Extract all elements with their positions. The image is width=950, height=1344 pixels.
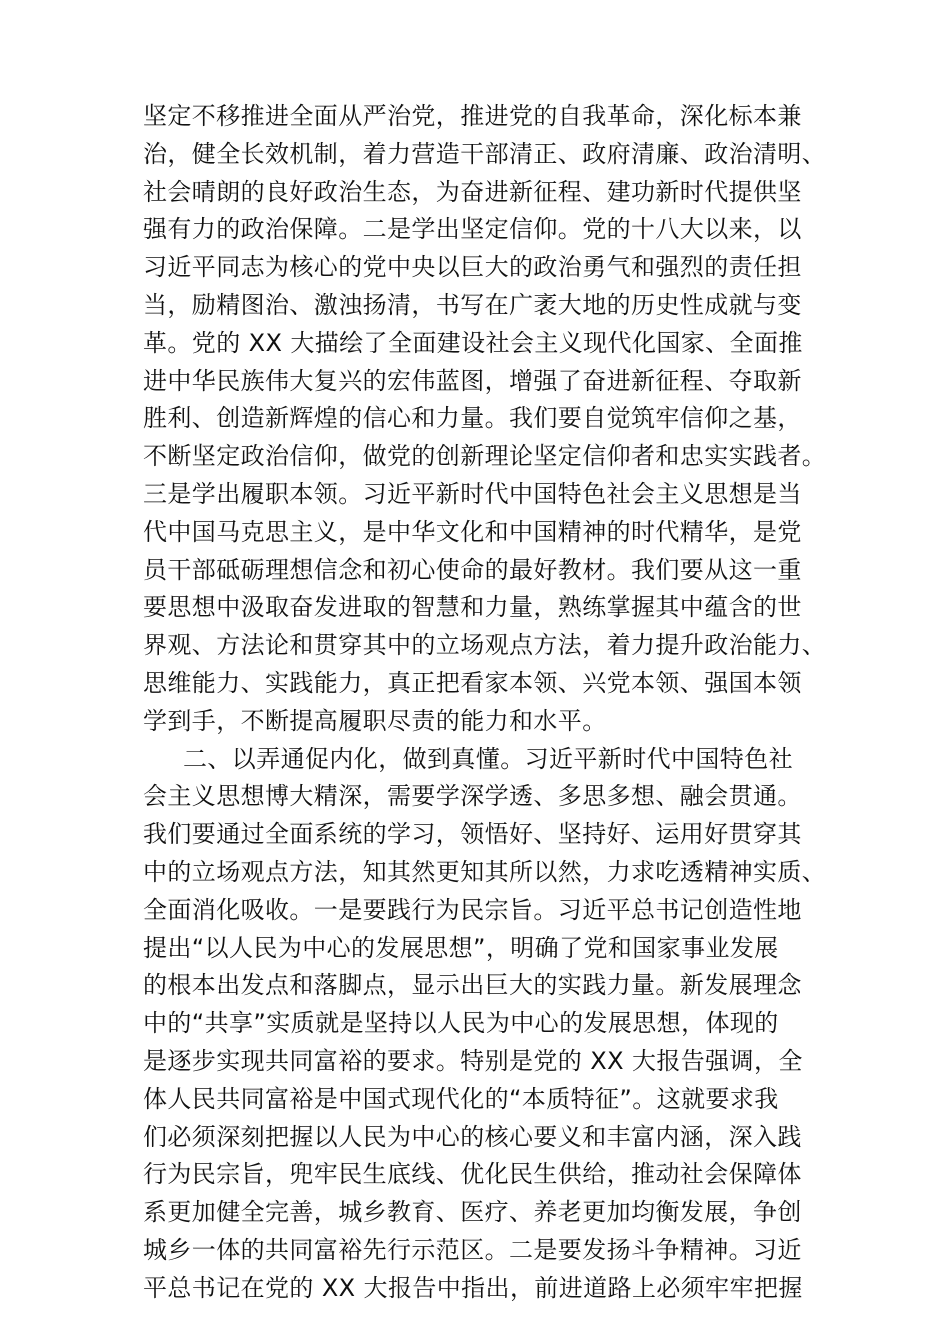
text-line: 提出“以人民为中心的发展思想”，明确了党和国家事业发展 [143,933,779,962]
text-line: 当，励精图治、激浊扬清，书写在广袤大地的历史性成就与变 [143,290,802,319]
text-line: 是逐步实现共同富裕的要求。特别是党的 XX 大报告强调，全 [143,1046,803,1075]
text-line: 行为民宗旨，兜牢民生底线、优化民生供给，推动社会保障体 [143,1160,802,1189]
text-line: 习近平同志为核心的党中央以巨大的政治勇气和强烈的责任担 [143,253,802,282]
text-line: 思维能力、实践能力，真正把看家本领、兴党本领、强国本领 [143,668,802,697]
text-line: 坚定不移推进全面从严治党，推进党的自我革命，深化标本兼 [143,102,802,130]
text-line: 体人民共同富裕是中国式现代化的“本质特征”。这就要求我 [143,1084,779,1113]
text-line: 胜利、创造新辉煌的信心和力量。我们要自觉筑牢信仰之基， [143,404,802,433]
body-text [143,98,827,1308]
text-line: 治，健全长效机制，着力营造干部清正、政府清廉、政治清明、 [143,139,827,168]
text-line: 不断坚定政治信仰，做党的创新理论坚定信仰者和忠实实践者。 [143,442,827,471]
text-line: 会主义思想博大精深，需要学深学透、多思多想、融会贯通。 [143,782,802,811]
text-line: 城乡一体的共同富裕先行示范区。二是要发扬斗争精神。习近 [143,1235,802,1264]
text-line: 的根本出发点和落脚点，显示出巨大的实践力量。新发展理念 [143,971,802,1000]
text-line: 员干部砥砺理想信念和初心使命的最好教材。我们要从这一重 [143,555,802,584]
text-line: 界观、方法论和贯穿其中的立场观点方法，着力提升政治能力、 [143,631,827,660]
text-line: 社会晴朗的良好政治生态，为奋进新征程、建功新时代提供坚 [143,177,802,206]
section-heading-line: 二、以弄通促内化，做到真懂。习近平新时代中国特色社 [183,744,793,773]
text-line: 们必须深刻把握以人民为中心的核心要义和丰富内涵，深入践 [143,1122,802,1151]
text-line: 革。党的 XX 大描绘了全面建设社会主义现代化国家、全面推 [143,328,803,357]
text-line: 平总书记在党的 XX 大报告中指出，前进道路上必须牢牢把握 [143,1273,803,1302]
text-line: 代中国马克思主义，是中华文化和中国精神的时代精华，是党 [143,517,802,546]
text-line: 强有力的政治保障。二是学出坚定信仰。党的十八大以来，以 [143,215,802,244]
text-line: 进中华民族伟大复兴的宏伟蓝图，增强了奋进新征程、夺取新 [143,366,802,395]
text-line: 三是学出履职本领。习近平新时代中国特色社会主义思想是当 [143,479,802,508]
text-line: 要思想中汲取奋发进取的智慧和力量，熟练掌握其中蕴含的世 [143,593,802,622]
text-line: 中的立场观点方法，知其然更知其所以然，力求吃透精神实质、 [143,857,827,886]
text-line: 学到手，不断提高履职尽责的能力和水平。 [143,706,607,735]
text-line: 中的“共享”实质就是坚持以人民为中心的发展思想，体现的 [143,1009,779,1038]
text-line: 全面消化吸收。一是要践行为民宗旨。习近平总书记创造性地 [143,895,802,924]
text-line: 系更加健全完善，城乡教育、医疗、养老更加均衡发展，争创 [143,1198,802,1227]
text-line: 我们要通过全面系统的学习，领悟好、坚持好、运用好贯穿其 [143,820,802,849]
